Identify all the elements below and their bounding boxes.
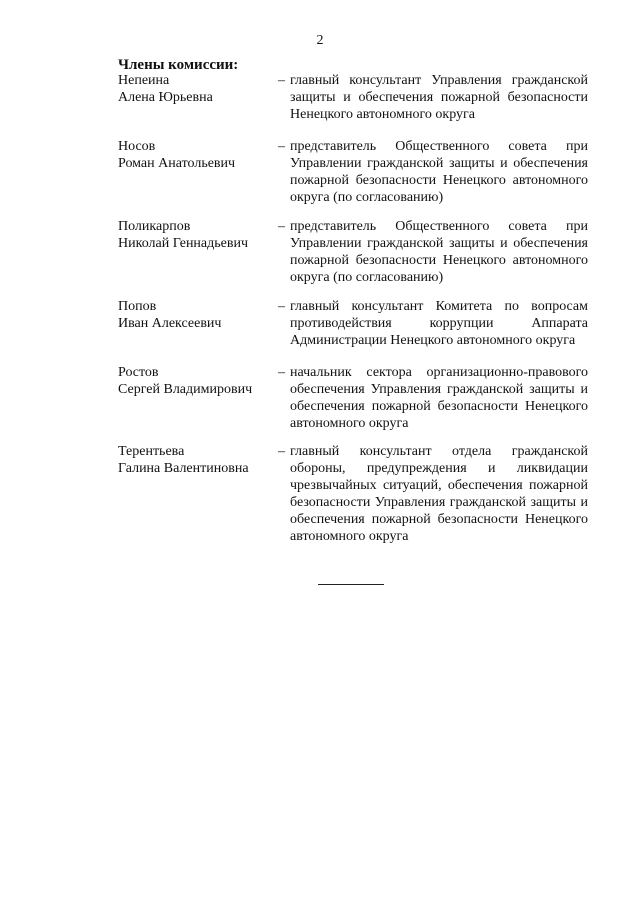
member-name bbox=[118, 218, 278, 286]
member-given-names: Сергей Владимирович bbox=[118, 382, 253, 397]
member-given-names: Николай Геннадьевич bbox=[118, 236, 249, 251]
member-entry bbox=[118, 364, 588, 432]
member-name bbox=[118, 364, 278, 432]
member-entry bbox=[118, 443, 588, 545]
member-surname: Ростов bbox=[118, 365, 159, 380]
member-dash: – bbox=[278, 365, 285, 380]
member-given-names: Роман Анатольевич bbox=[118, 156, 236, 171]
member-dash: – bbox=[278, 73, 285, 88]
member-role: главный консультант Комитета по вопросам противодействия коррупции Аппарата Администрации Ненецкого автономного округа bbox=[290, 299, 588, 348]
member-entry bbox=[118, 138, 588, 206]
member-role: начальник сектора организационно-правового обеспечения Управления гражданской защиты и обеспечения пожарной безопасности Ненецкого автономного округа bbox=[290, 365, 588, 431]
member-dash: – bbox=[278, 299, 285, 314]
member-name bbox=[118, 72, 278, 123]
member-surname: Носов bbox=[118, 139, 156, 154]
member-entry bbox=[118, 72, 588, 123]
member-entry bbox=[118, 218, 588, 286]
member-role: главный консультант Управления гражданской защиты и обеспечения пожарной безопасности Ненецкого автономного округа bbox=[290, 73, 588, 122]
member-given-names: Галина Валентиновна bbox=[118, 461, 249, 476]
member-entry bbox=[118, 298, 588, 349]
member-name bbox=[118, 298, 278, 349]
member-surname: Терентьева bbox=[118, 444, 185, 459]
member-role: представитель Общественного совета при Управлении гражданской защиты и обеспечения пожарной безопасности Ненецкого автономного округа (по согласованию) bbox=[290, 219, 588, 285]
end-of-list-rule bbox=[318, 584, 384, 585]
page-number: 2 bbox=[316, 33, 324, 48]
member-role: главный консультант отдела гражданской обороны, предупреждения и ликвидации чрезвычайных ситуаций, обеспечения пожарной безопасности Управления гражданской защиты и обеспечения пожарной безопасности Ненецкого автономного округа bbox=[290, 444, 588, 544]
member-dash: – bbox=[278, 444, 285, 459]
member-given-names: Алена Юрьевна bbox=[118, 90, 213, 105]
member-role: представитель Общественного совета при Управлении гражданской защиты и обеспечения пожарной безопасности Ненецкого автономного округа (по согласованию) bbox=[290, 139, 588, 205]
member-surname: Попов bbox=[118, 299, 157, 314]
member-surname: Поликарпов bbox=[118, 219, 191, 234]
member-surname: Непеина bbox=[118, 73, 170, 88]
commission-members-heading: Члены комиссии: bbox=[118, 57, 239, 73]
member-given-names: Иван Алексеевич bbox=[118, 316, 222, 331]
member-name bbox=[118, 138, 278, 206]
member-name bbox=[118, 443, 278, 545]
member-dash: – bbox=[278, 139, 285, 154]
member-dash: – bbox=[278, 219, 285, 234]
